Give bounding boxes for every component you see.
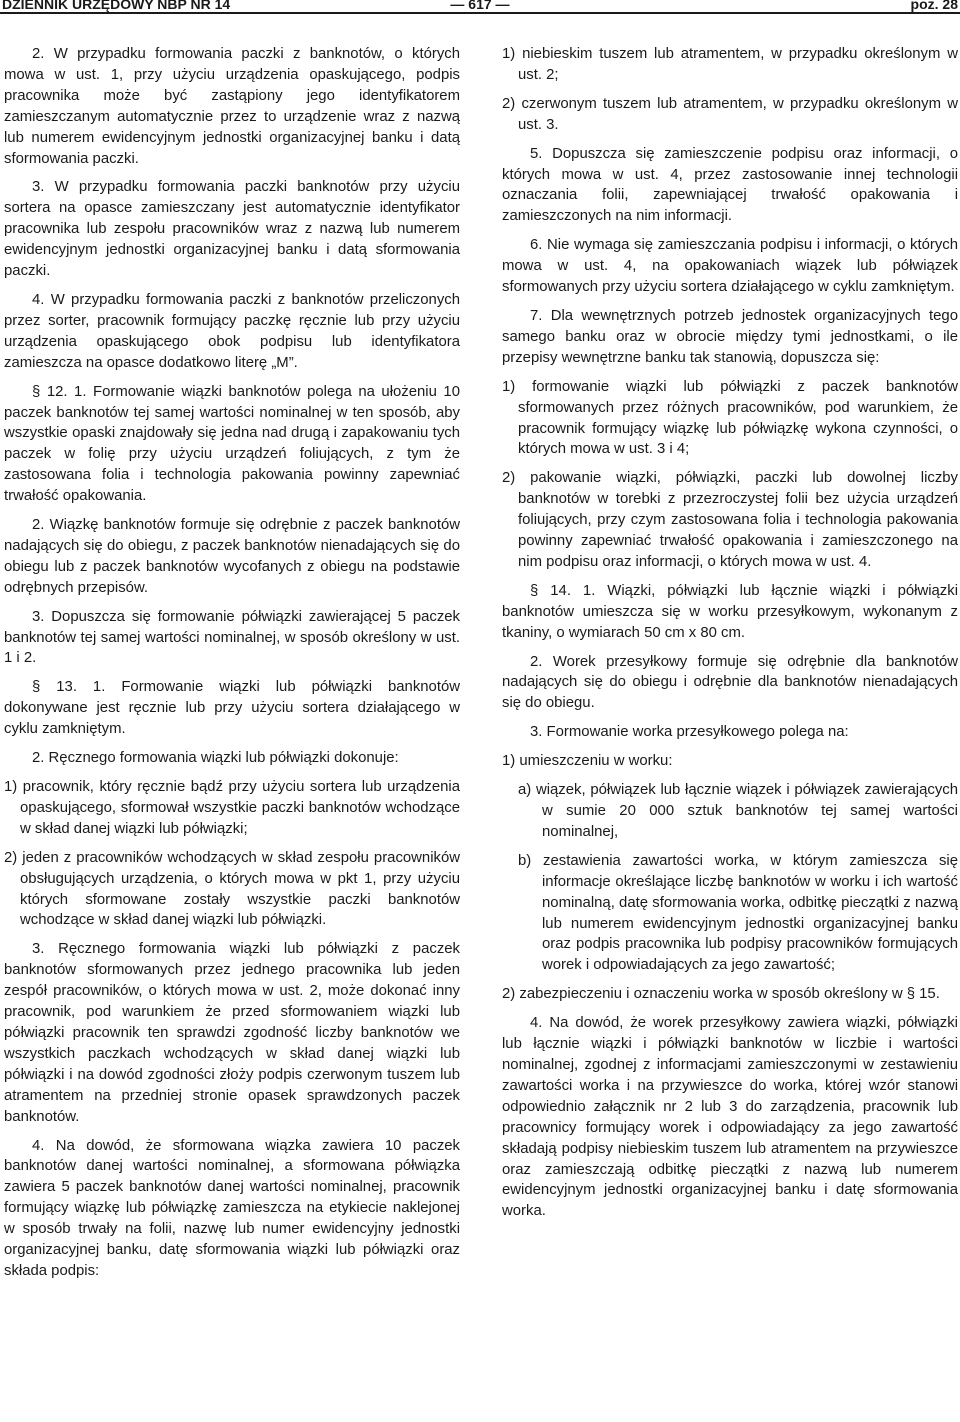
left-list-item: 2) jeden z pracowników wchodzących w skład zespołu pracowników obsługujących urządzenia, o których mowa w pkt 1, przy użyciu których sformowane zostały wszystkie paczki banknotów wchodzące w skład danej wiązki lub półwiązki.	[4, 849, 460, 929]
right-column	[502, 44, 958, 1230]
left-paragraph: 3. Dopuszcza się formowanie półwiązki zawierającej 5 paczek banknotów tej samej wartości nominalnej, w sposób określony w ust. 1 i 2.	[4, 608, 460, 667]
left-column	[4, 44, 460, 1290]
left-paragraph: 2. Ręcznego formowania wiązki lub półwiązki dokonuje:	[32, 750, 399, 767]
page-number: — 617 —	[450, 0, 510, 12]
right-list-item: b) zestawienia zawartości worka, w którym zamieszcza się informacje określające liczbę banknotów w worku i ich wartość nominalną, datę sformowania worka, odbitkę pieczątki z nazwą lub numerem ewidencyjnym jednostki organizacyjnej banku oraz podpis pracownika lub podpisy pracowników formujących worek i odpowiadających za jego zawartość;	[518, 852, 958, 974]
journal-title: DZIENNIK URZĘDOWY NBP NR 14	[2, 0, 231, 12]
right-list-item: 2) zabezpieczeniu i oznaczeniu worka w sposób określony w § 15.	[502, 986, 940, 1003]
right-list-item: 1) niebieskim tuszem lub atramentem, w przypadku określonym w ust. 2;	[502, 46, 958, 83]
right-list-item: 1) umieszczeniu w worku:	[502, 753, 673, 770]
right-list-item: 2) czerwonym tuszem lub atramentem, w przypadku określonym w ust. 3.	[502, 95, 958, 133]
left-list-item: 1) pracownik, który ręcznie bądź przy użyciu sortera lub urządzenia opaskującego, sformował wszystkie paczki banknotów wchodzące w skład danej wiązki lub półwiązki;	[4, 779, 460, 837]
left-paragraph: 3. W przypadku formowania paczki banknotów przy użyciu sortera na opasce zamieszczany jest automatycznie identyfikator pracownika lub zespołu pracowników wraz z nazwą lub numerem ewidencyjnym jednostki organizacyjnej banku i datą sformowania paczki.	[4, 179, 460, 280]
right-list-item: 1) formowanie wiązki lub półwiązki z paczek banknotów sformowanych przez różnych pracowników, pod warunkiem, że pracownik formujący wiązkę lub półwiązkę wykona czynności, o których mowa w ust. 3 i 4;	[502, 378, 958, 458]
left-paragraph: 3. Ręcznego formowania wiązki lub półwiązki z paczek banknotów sformowanych przez jednego pracownika lub jeden zespół pracowników, o których mowa w ust. 2, może dokonać inny pracownik, pod warunkiem że przed sformowaniem wiązki lub półwiązki pracownik ten sprawdzi zgodność liczby banknotów we wszystkich paczkach wchodzących w skład danej wiązki lub półwiązki i na dowód zgodności złoży podpis czerwonym tuszem lub atramentem na przedniej stronie opasek sprawdzonych paczek banknotów.	[4, 941, 460, 1125]
left-paragraph: § 12. 1. Formowanie wiązki banknotów polega na ułożeniu 10 paczek banknotów tej samej wartości nominalnej w ten sposób, aby wszystkie opaski znajdowały się jedna nad drugą i zapakowaniu tych paczek w folię przy użyciu urządzeń foliujących, z tym że zastosowana folia i technologia pakowania powinny zapewniać trwałość opakowania.	[4, 383, 460, 505]
right-list-item: 2) pakowanie wiązki, półwiązki, paczki lub dowolnej liczby banknotów w torebki z przezroczystej folii bez użycia urządzeń foliujących, przy czym zastosowana folia i technologia pakowania powinny zapewniać trwałość opakowania i zamieszczonego na nim podpisu oraz informacji, o których mowa w ust. 4.	[502, 470, 958, 570]
left-paragraph: 4. Na dowód, że sformowana wiązka zawiera 10 paczek banknotów danej wartości nominalnej, a sformowana półwiązka zawiera 5 paczek banknotów danej wartości nominalnej, pracownik formujący wiązkę lub półwiązkę zamieszcza na etykiecie naklejonej w sposób trwały na folii, nazwę lub numer ewidencyjny jednostki organizacyjnej banku, datę sformowania wiązki lub półwiązki oraz składa podpis:	[4, 1137, 460, 1279]
right-paragraph: 4. Na dowód, że worek przesyłkowy zawiera wiązki, półwiązki lub łącznie wiązki i półwiązki banknotów w liczbie i wartości nominalnej, zgodnej z informacjami zamieszczonymi w zestawieniu zawartości worka i na przywieszce do worka, której wzór stanowi odpowiednio załącznik nr 2 lub 3 do zarządzenia, pracownik lub pracownicy formujący worek i odpowiadający za jego zawartość składają podpisy niebieskim tuszem lub atramentem na przywieszce oraz zamieszczają odbitkę pieczątki z nazwą lub numerem ewidencyjnym jednostki organizacyjnej banku i datę sformowania worka.	[502, 1015, 958, 1220]
right-paragraph: 6. Nie wymaga się zamieszczania podpisu i informacji, o których mowa w ust. 4, na opakowaniach wiązek lub półwiązek sformowanych przy użyciu sortera działającego w cyklu zamkniętym.	[502, 237, 958, 296]
right-paragraph: 3. Formowanie worka przesyłkowego polega na:	[530, 724, 849, 741]
right-paragraph: § 14. 1. Wiązki, półwiązki lub łącznie wiązki i półwiązki banknotów umieszcza się w worku przesyłkowym, wykonanym z tkaniny, o wymiarach 50 cm x 80 cm.	[502, 582, 958, 641]
left-paragraph: 4. W przypadku formowania paczki z banknotów przeliczonych przez sorter, pracownik formujący paczkę ręcznie lub przy użyciu urządzenia opaskującego obok podpisu lub identyfikatora zamieszcza na opasce dodatkowo literę „M”.	[4, 291, 460, 371]
left-paragraph: 2. Wiązkę banknotów formuje się odrębnie z paczek banknotów nadających się do obiegu, z paczek banknotów nienadających się do obiegu lub z paczek banknotów wycofanych z obiegu na podstawie odrębnych przepisów.	[4, 517, 460, 596]
left-paragraph: 2. W przypadku formowania paczki z banknotów, o których mowa w ust. 1, przy użyciu urządzenia opaskującego, podpis pracownika może być zastąpiony jego identyfikatorem zamieszczanym automatycznie przez to urządzenie wraz z nazwą lub numerem ewidencyjnym jednostki organizacyjnej banku i datą sformowania paczki.	[4, 46, 460, 167]
right-paragraph: 2. Worek przesyłkowy formuje się odrębnie dla banknotów nadających się do obiegu i odrębnie dla banknotów nienadających się do obiegu.	[502, 653, 958, 712]
header-rule	[0, 12, 960, 14]
right-list-item: a) wiązek, półwiązek lub łącznie wiązek i półwiązek zawierających w sumie 20 000 sztuk banknotów tej samej wartości nominalnej,	[518, 782, 958, 840]
left-paragraph: § 13. 1. Formowanie wiązki lub półwiązki banknotów dokonywane jest ręcznie lub przy użyciu sortera działającego w cyklu zamkniętym.	[4, 679, 460, 738]
position-number: poz. 28	[910, 0, 958, 12]
right-paragraph: 5. Dopuszcza się zamieszczenie podpisu oraz informacji, o których mowa w ust. 4, przez zastosowanie innej technologii oznaczania folii, zapewniającej trwałość opakowania i zamieszczonych na nim informacji.	[502, 145, 958, 225]
right-paragraph: 7. Dla wewnętrznych potrzeb jednostek organizacyjnych tego samego banku oraz w obrocie między tymi jednostkami, o ile przepisy wewnętrzne banku tak stanowią, dopuszcza się:	[502, 307, 958, 366]
